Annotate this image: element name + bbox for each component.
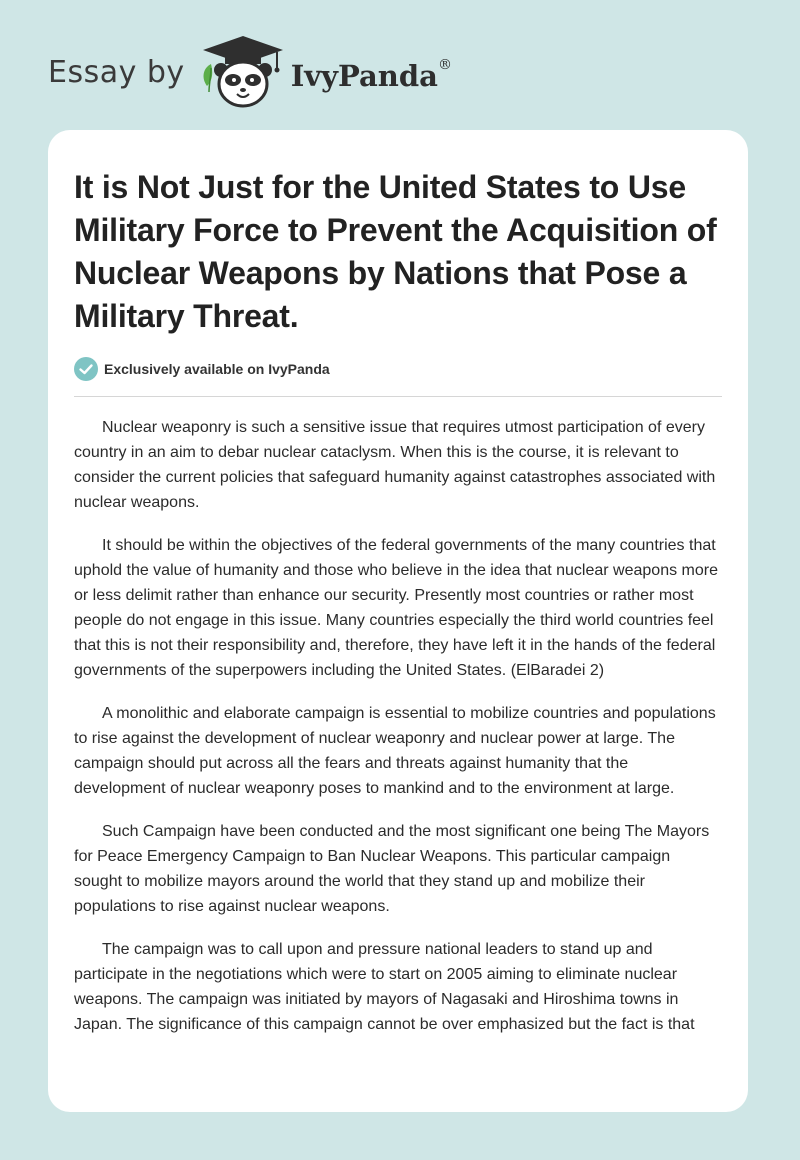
registered-mark: ®	[437, 57, 452, 74]
divider	[74, 396, 722, 397]
paragraph: A monolithic and elaborate campaign is essential to mobilize countries and populations to rise against the development of nuclear weaponry and nuclear power at large. The campaign should put across all the fears and threats against humanity that the development of nuclear weaponry poses to mankind and to the environment at large.	[74, 705, 716, 797]
exclusive-badge	[74, 356, 722, 382]
site-header	[48, 34, 452, 110]
article-title: It is Not Just for the United States to Use Military Force to Prevent the Acquisition of Nuclear Weapons by Nations that Pose a Military Threat.	[74, 169, 717, 334]
exclusive-badge-label: Exclusively available on IvyPanda	[104, 361, 330, 377]
article-body	[74, 415, 722, 1037]
article-card	[48, 130, 748, 1112]
paragraph: It should be within the objectives of the federal governments of the many countries that uphold the value of humanity and those who believe in the idea that nuclear weapons more or less delimit rather than enhance our security. Presently most countries or rather most people do not engage in this issue. Many countries especially the third world countries feel that this is not their responsibility and, therefore, they have left it in the hands of the federal governments of the superpowers including the United States. (ElBaradei 2)	[74, 537, 718, 679]
check-circle-icon	[74, 357, 98, 381]
essay-by-label: Essay by	[48, 54, 185, 90]
paragraph: Such Campaign have been conducted and the most significant one being The Mayors for Peace Emergency Campaign to Ban Nuclear Weapons. This particular campaign sought to mobilize mayors around the world that they stand up and mobilize their populations to rise against nuclear weapons.	[74, 823, 710, 915]
paragraph: The campaign was to call upon and pressure national leaders to stand up and participate in the negotiations which were to start on 2005 aiming to eliminate nuclear weapons. The campaign was initiated by mayors of Nagasaki and Hiroshima towns in Japan. The significance of this campaign cannot be over emphasized but the fact is that	[74, 941, 695, 1033]
paragraph: Nuclear weaponry is such a sensitive issue that requires utmost participation of every country in an aim to debar nuclear cataclysm. When this is the course, it is relevant to consider the current policies that safeguard humanity against catastrophes associated with nuclear weapons.	[74, 419, 716, 511]
brand-name[interactable]: IvyPanda®	[290, 57, 452, 93]
panda-graduate-icon[interactable]	[199, 34, 285, 110]
